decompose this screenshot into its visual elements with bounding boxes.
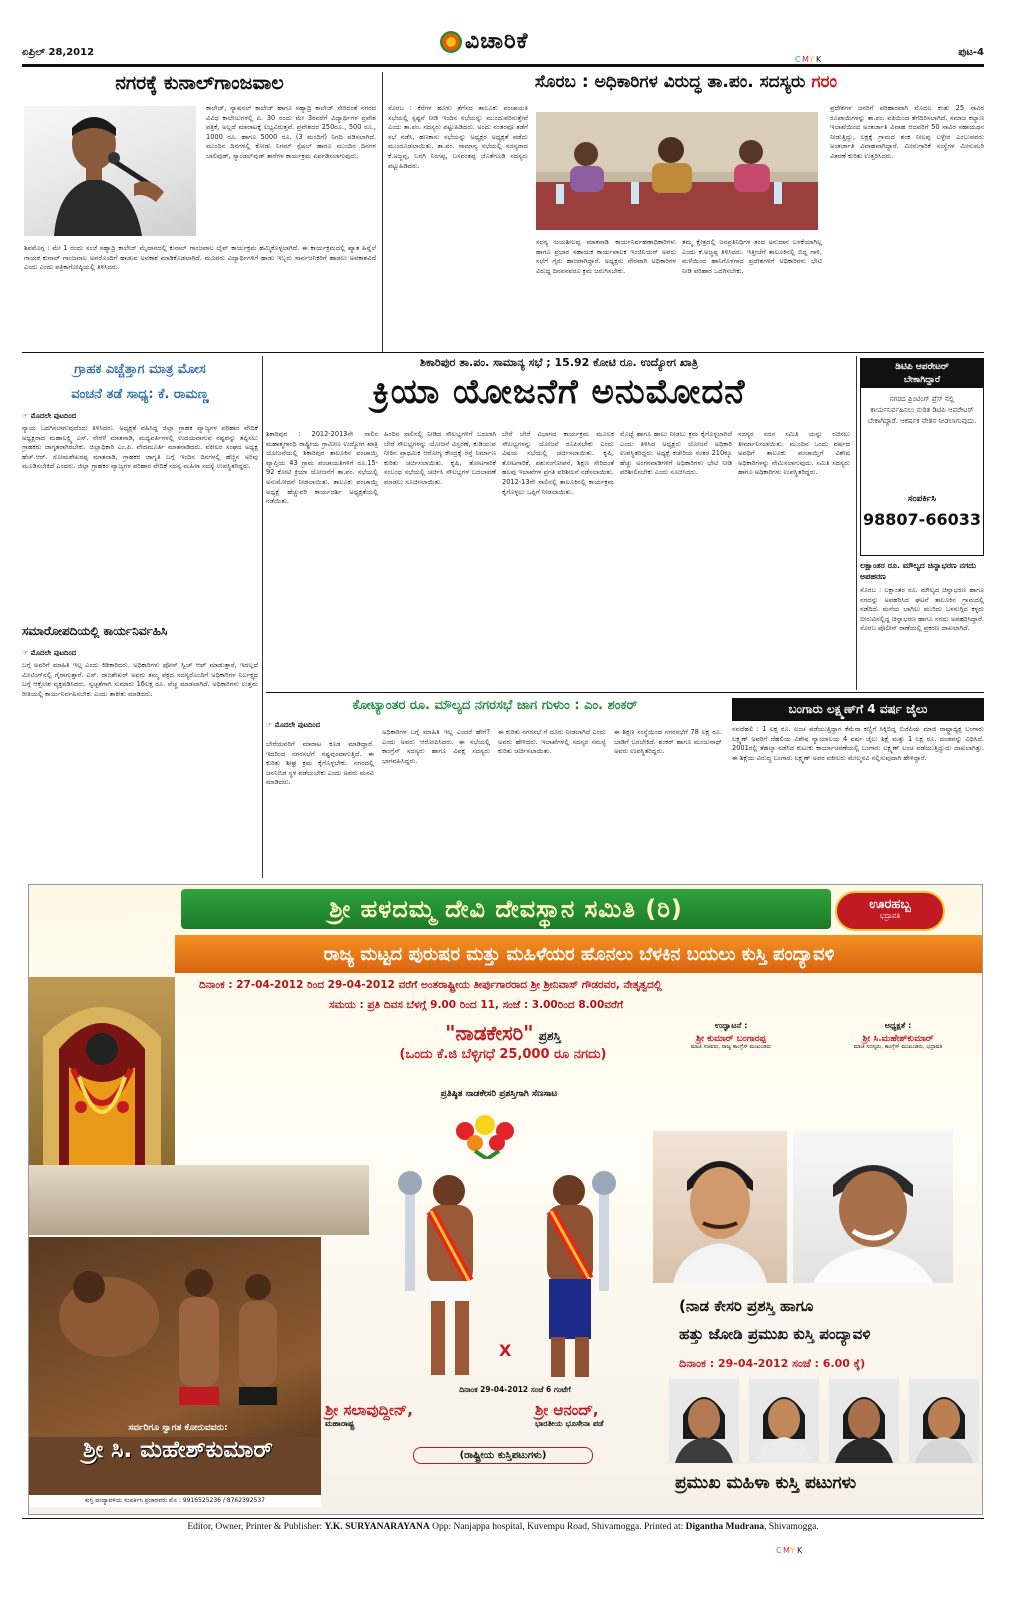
dateline-bullet-icon: ☞ [266, 721, 275, 729]
wrestling-illustration [29, 1237, 321, 1507]
deity-illustration [29, 977, 175, 1165]
dtp-ad-title-1: ಡಿಟಿಪಿ ಆಪರೇಟರ್ [895, 362, 949, 372]
fighter-1-name-box [325, 1401, 465, 1429]
col-divider-1 [382, 72, 383, 352]
tournament-date: ದಿನಾಂಕ : 27-04-2012 ರಿಂದ 29-04-2012 ವರೆಗೆ ಅಂತರಾಷ್ಟ್ರೀಯ ತೀರ್ಪುಗಾರರಾದ ಶ್ರೀ ಶ್ರೀನಿವಾಸ್ ಗೌಡರವರ, ನೇತೃತ್ವದಲ್ಲಿ [199, 979, 662, 991]
portrait-2 [793, 1131, 953, 1283]
award-prize: (ಒಂದು ಕೆ.ಜಿ ಬೆಳ್ಳಿಗಧೆ 25,000 ರೂ ನಗದು) [399, 1047, 607, 1062]
bangaru-body: ನವದೆಹಲಿ : 1 ಲಕ್ಷ ರೂ. ಲಂಚ ಪಡೆಯುತ್ತಿದ್ದಾಗ ಕೆಮೆರಾ ಕಣ್ಣಿಗೆ ಸಿಕ್ಕಿಬಿದ್ದ ಬಿಜೆಪಿಯ ಮಾಜಿ ರಾಷ್ಟ್ರಾಧ್ಯಕ್ಷ ಬಂಗಾರು ಲಕ್ಷ್ಮಣ್ ಅವರಿಗೆ ದೆಹಲಿಯ ವಿಶೇಷ ನ್ಯಾಯಾಲಯ 4 ವರ್ಷ ಜೈಲು ಶಿಕ್ಷೆ ಮತ್ತು 1 ಲಕ್ಷ ರೂ. ದಂಡವನ್ನು ವಿಧಿಸಿದೆ. 2001ರಲ್ಲಿ ತೆಹಲ್ಕಾ ನಡೆಸಿದ ಕುಟುಕು ಕಾರ್ಯಾಚರಣೆಯಲ್ಲಿ ಬಂಗಾರು ಲಕ್ಷ್ಮಣ್ ಲಂಚ ಪಡೆಯುತ್ತಿದ್ದುದು ದಾಖಲಾಗಿತ್ತು. ಈ ಶಿಕ್ಷೆಯ ವಿರುದ್ಧ ಬಂಗಾರು ಲಕ್ಷ್ಮಣ್ ಅವರ ವಕೀಲರು ಮೇಲ್ಮನವಿ ಸಲ್ಲಿಸುವುದಾಗಿ ಹೇಳಿದ್ದಾರೆ. [732, 725, 984, 762]
footer-prefix: Editor, Owner, Printer & Publisher: [187, 1522, 325, 1532]
badge-subtitle: ಭದ್ರಾವತಿ [879, 912, 901, 920]
fighter-1-name: ಶ್ರೀ ಸಲಾವುದ್ದೀನ್, [325, 1401, 413, 1419]
kunal-body-bottom: ಶಿವಮೊಗ್ಗ : ಮೇ 1 ರಂದು ಸಂಜೆ ಸಹ್ಯಾದ್ರಿ ಕಾಲೇಜ್ ಮೈದಾನದಲ್ಲಿ ಕುನಾಲ್ ಗಾಂಜವಾಲ ಲೈವ್ ಕಾರ್ಯಕ್ರಮ ಹಮ್ಮಿಕೊಳ್ಳಲಾಗಿದೆ. ಈ ಕಾರ್ಯಕ್ರಮದಲ್ಲಿ ಖ್ಯಾತ ಹಿನ್ನೆಲೆ ಗಾಯಕ ಕುನಾಲ್ ಗಾಂಜವಾಲ ಅವರೊಂದಿಗೆ ಹಾಡುವ ಅವಕಾಶ ಮಾಡಿಕೊಡಲಾಗಿದೆ. ಮೂವರು ವಿದ್ಯಾರ್ಥಿಗಳಿಗೆ ಹಾಡು ಇಬ್ಬರು ಸಾರ್ವಜನಿಕರಿಗೆ ಹಾಡಲು ಅವಕಾಶವಿದೆ ಎಂದು ಎಂದು ಪತ್ರಿಕಾಗೋಷ್ಠಿಯಲ್ಲಿ ತಿಳಿಸಿದರು. [24, 244, 376, 272]
footer-imprint [22, 1522, 984, 1532]
kotyantara-headline: ಕೋಟ್ಯಾಂತರ ರೂ. ಮೌಲ್ಯದ ನಗರಸಭೆ ಜಾಗ ಗುಳುಂ : ಎಂ. ಶಂಕರ್ [352, 698, 638, 713]
samiti-banner [181, 889, 831, 929]
mahesh-kumar-photo [793, 1131, 953, 1283]
shikaripura-col-2: ಹಿಂದಿನ ಸಾಲಿನಲ್ಲಿ ನೀಡಿದ ಸೌಲಭ್ಯಗಳಿಗೆ ಬದಲಾಗಿ ಬೇರೆ ಸೌಲಭ್ಯಗಳನ್ನು ಯೋಜನೆ ವಿಸ್ತರಣೆ, ಕುಡಿಯುವ ನೀರಿನ ಪ್ರಾಥಮಿಕ ಆರೋಗ್ಯ ಕೇಂದ್ರಕ್ಕೆ ರಸ್ತೆ ನಿರ್ಮಾಣ ಕುರಿತು ಚರ್ಚಿಸಲಾಯಿತು. ಕೃಷಿ, ತೋಟಗಾರಿಕೆ ಸಂಬಂಧ ಸಭೆಯಲ್ಲಿ ಚರ್ಚಿಸಿ ಸೌಲಭ್ಯಗಳ ಬದಲಾವಣೆ ಮಾಡಲು ಸೂಚಿಸಲಾಯಿತು. [384, 430, 496, 486]
sorab-headline-main: ಸೊರಬ : ಅಧಿಕಾರಿಗಳ ವಿರುದ್ಧ ತಾ.ಪಂ. ಸದಸ್ಯರು [534, 72, 812, 92]
kotyantara-dateline-text: ಮೊದಲೇ ಪುಟದಿಂದ [274, 721, 321, 729]
wrestler-1-illustration [391, 1161, 499, 1383]
inauguration-name: ಶ್ರೀ ಕುಮಾರ್ ಬಂಗಾರಪ್ಪ [696, 1034, 766, 1044]
consumer-headline-2: ವಂಚನೆ ತಡೆ ಸಾಧ್ಯ: ಕೆ. ರಾಮಣ್ಣ [71, 387, 209, 402]
welcome-box [43, 1423, 313, 1463]
host-name: ಶ್ರೀ ಸಿ. ಮಹೇಶ್‌ಕುಮಾರ್ [83, 1437, 273, 1463]
section-rule-1 [22, 352, 984, 353]
cmyk-y: Y [790, 1546, 795, 1555]
issue-date: ಏಪ್ರಿಲ್ 28,2012 [22, 47, 95, 58]
shikaripura-story [266, 356, 852, 690]
bouquet-illustration [445, 1111, 529, 1159]
page-number: ಪುಟ-4 [958, 47, 984, 58]
fighter-2-name: ಶ್ರೀ ಆನಂದ್, [535, 1401, 599, 1419]
award-name: "ನಾಡಕೇಸರಿ" [445, 1021, 534, 1045]
sorab-headline [388, 72, 984, 92]
dtp-ad-title-2: ಬೇಕಾಗಿದ್ದಾರೆ [903, 375, 941, 385]
inauguration-box [661, 1021, 801, 1051]
consumer-headline-1: ಗ್ರಾಹಕ ಎಚ್ಚೆತ್ತಾಗ ಮಾತ್ರ ಮೋಸ [74, 362, 206, 377]
theft-body: ಸೊರಬ : ಲಕ್ಷಾಂತರ ರೂ. ಮೌಲ್ಯದ ಚಿನ್ನಾಭರಣ ಹಾಗೂ ನಗದನ್ನು ಅಪಹರಿಸಿದ ಘಟನೆ ತಾಲೂಕಿನ ಗ್ರಾಮದಲ್ಲಿ ನಡೆದಿದೆ. ಮನೆಯ ಬಾಗಿಲು ಮುರಿದು ಒಳನುಗ್ಗಿದ ಕಳ್ಳರು ಬೀರುವಿನಲ್ಲಿದ್ದ ಚಿನ್ನಾಭರಣ ಹಾಗೂ ನಗದು ಅಪಹರಿಸಿದ್ದಾರೆ. ಸೊರಬ ಪೊಲೀಸ್ ಠಾಣೆಯಲ್ಲಿ ಪ್ರಕರಣ ದಾಖಲಾಗಿದೆ. [860, 586, 984, 633]
right-info-line-2: ಹತ್ತು ಜೋಡಿ ಪ್ರಮುಖ ಕುಸ್ತಿ ಪಂದ್ಯಾವಳಿ [679, 1325, 871, 1343]
sorab-story [388, 72, 984, 350]
wrestler-anand-image [517, 1161, 621, 1383]
shikaripura-col-3: ಬೇರೆ ಬೇರೆ ವಿಭಾಗದ ಕಾರ್ಯಕ್ರಮ ಮೂಲಕ ಸೌಲಭ್ಯಗಳನ್ನು ಯೋಜನೆ ರೂಪಿಸಬೇಕು ಎಂದು ವಿಷಯ ಸಭೆಯಲ್ಲಿ ಚರ್ಚಿಸಲಾಯಿತು. ಕೃಷಿ, ತೋಟಗಾರಿಕೆ, ಪಶುಸಂಗೋಪನೆ, ಶಿಕ್ಷಣ ಸೇರಿದಂತೆ ಹಲವು ಇಲಾಖೆಗಳ ಪ್ರಗತಿ ಪರಿಶೀಲನೆ ನಡೆಸಲಾಯಿತು. 2012-13ನೇ ಸಾಲಿನಲ್ಲಿ ತಾಲೂಕಿನಲ್ಲಿ ಕಾರ್ಯಕ್ರಮ ಕೈಗೊಳ್ಳಲು ಒಪ್ಪಿಗೆ ನೀಡಲಾಯಿತು. [502, 430, 614, 496]
meeting-dateline-text: ಮೊದಲೇ ಪುಟದಿಂದ [30, 649, 77, 657]
kotyantara-col-2: ಅಧಿಕಾರಿಗಳ ಬಗ್ಗೆ ಮಾಹಿತಿ ಇಲ್ಲ ಎಂದರೆ ಹೇಗೆ? ಎಂದು ಅವರು ಆರೋಪಿಸಿದರು. ಈ ಸಭೆಯಲ್ಲಿ ಕಾಂಗ್ರೆಸ್ ಸದಸ್ಯರು ಹಾಗೂ ವಿಪಕ್ಷ ಸದಸ್ಯರು ಭಾಗವಹಿಸಿದ್ದರು. [382, 728, 490, 765]
dtp-ad-body: ನಗರದ ಪ್ರಿಂಟಿಂಗ್ ಪ್ರೆಸ್ ನಲ್ಲಿ ಕಾರ್ಯನಿರ್ವಹಿಸಲು ನುರಿತ ಡಿಟಿಪಿ ಆಪರೇಟರ್ ಬೇಕಾಗಿದ್ದಾರೆ. ಆಕರ್ಷಕ ವೇತನ ನೀಡಲಾಗುವುದು. [867, 395, 977, 425]
sorab-headline-accent: ಗರಂ [811, 72, 838, 92]
cmyk-c: C [795, 55, 801, 64]
right-info-line-3: ದಿನಾಂಕ : 29-04-2012 ಸಂಜೆ : 6.00 ಕ್ಕೆ) [679, 1357, 866, 1370]
section-rule-2 [266, 692, 984, 693]
urahabba-badge [835, 891, 945, 931]
logo [440, 29, 528, 54]
sorab-col-4: ಪ್ರದೇಶಗಳ ಜನರಿಗೆ ಪರಿಹಾರವಾಗಿ ಮೊದಲ ಕಂತು 25 ಸಾವಿರ ರೂಪಾಯಿಗಳನ್ನು ತಾ.ಪಂ. ವತಿಯಿಂದ ತೆಗೆದಿರಿಸಲಾಗಿದೆ. ಸಮಾಜ ಕಲ್ಯಾಣ ಇಲಾಖೆಯಿಂದ ಅಂತರ್ಜಾತಿ ವಿವಾಹ ಆದವರಿಗೆ 50 ಸಾವಿರ ಸಹಾಯಧನ ನೀಡುತ್ತಿದ್ದು, ಲಕ್ಷಕ್ಕೆ ಗ್ರಾಮದ ಶಂಕ ನೀಲಪ್ಪ ಬಳ್ಳೇರ ಎಂಬುವವರು ಅಂತರ್ಜಾತಿ ವಿವಾಹವಾಗಿದ್ದಾರೆ. ಮೀನುಗಾರಿಕೆ ಸಂಸ್ಥೆಗಳ ಮೀನುಮರಿ ವಿತರಣೆ ಕುರಿತು ಉತ್ತರಿಸಿದರು. [830, 104, 984, 160]
award-title [373, 1021, 633, 1045]
footer-suffix: , Shivamogga. [764, 1522, 819, 1532]
footer-press: Digantha Mudrana [685, 1522, 765, 1532]
meeting-dateline [22, 649, 258, 658]
president-role: ಮಾಜಿ ಸದಸ್ಯರು, ಕಾಂಗ್ರೆಸ್ ಮುಖಂಡರು, ಭದ್ರಾವತಿ [853, 1044, 943, 1050]
woman-3-illustration [829, 1379, 899, 1463]
tournament-title: ರಾಜ್ಯ ಮಟ್ಟದ ಪುರುಷರ ಮತ್ತು ಮಹಿಳೆಯರ ಹೊನಲು ಬೆಳಕಿನ ಬಯಲು ಕುಸ್ತಿ ಪಂದ್ಯಾವಳಿ [323, 943, 835, 965]
fighters-caption: (ರಾಷ್ಟ್ರೀಯ ಕುಸ್ತಿಪಟುಗಳು) [413, 1447, 593, 1464]
fighter-2-name-box [535, 1401, 665, 1429]
woman-4-illustration [909, 1379, 979, 1463]
theft-headline: ಲಕ್ಷಾಂತರ ರೂ. ಮೌಲ್ಯದ ಚಿನ್ನಾಭರಣ ನಗದು ಅಪಹರಣ [860, 561, 977, 581]
cmyk-k: K [797, 1546, 803, 1555]
dtp-operator-ad [860, 358, 984, 556]
women-wrestlers-caption: ಪ್ರಮುಖ ಮಹಿಳಾ ಕುಸ್ತಿ ಪಟುಗಳು [675, 1473, 857, 1493]
footer-address: Opp: Nanjappa hospital, Kuvempu Road, Shivamogga. Printed at: [429, 1522, 686, 1532]
flower-bouquet-image [445, 1111, 529, 1159]
meeting-illustration [536, 112, 818, 230]
cmyk-m: M [802, 55, 809, 64]
masthead-rule [22, 64, 984, 67]
theft-story [860, 560, 984, 690]
welcome-label: ಸರ್ವರಿಗೂ ಸ್ವಾಗತ ಕೋರುವವರು: [128, 1423, 228, 1433]
kunal-story [22, 72, 377, 350]
kotyantara-col-4: ಈ ಶಿಕ್ಷಣ ಸಂಸ್ಥೆಯಿಂದ ನಗರಸಭೆಗೆ 78 ಲಕ್ಷ ರೂ. ಬಾಡಿಗೆ ಬರಬೇಕಿದೆ. ಶಂಕರ್ ಹಾಗೂ ಮಂಜುನಾಥ್ ಅವರು ಉಪಸ್ಥಿತರಿದ್ದರು. [614, 728, 722, 756]
woman-wrestler-1-photo [669, 1379, 739, 1463]
sorab-col-1: ಸೊರಬ : ಕೆರೆಗಳ ಹೂಳು ತೆಗೆಸದ ತಾಲೂಕು ಪಂಚಾಯತಿ ಸಭೆಯಲ್ಲಿ ಸ್ಪಷ್ಟನೆ ನೀಡಿ ಇಂದಿನ ಸಭೆಯನ್ನು ಮುಂದುವರಿಸುತ್ತೇವೆ ಎಂದು ತಾ.ಪಂ. ಸದಸ್ಯರು ಪಟ್ಟುಹಿಡಿದರು. ಅಂದು ನಂತರವೂ ತಡೆಗೆ ಸಭೆ ನಡೆಸಿ, ಹಣಕಾಸು ಸಭೆಯನ್ನು ಅಧ್ಯಕ್ಷರ ಅಧ್ಯಕ್ಷತೆ ಪಡೆದು ಮುಂದೂಡಲಾಯಿತು. ತಾ.ಪಂ. ಸಾಮಾನ್ಯ ಸಭೆಯಲ್ಲಿ ಸದಸ್ಯರಾದ ಕೆ.ಅಜ್ಜಪ್ಪ, ಬರಗಿ ನಿಂಗಪ್ಪ, ಬಸವಂತಪ್ಪ ಜೊತೆಗೂಡಿ ಸದಸ್ಯರು ಪಟ್ಟುಹಿಡಿದರು. [388, 104, 528, 170]
dateline-bullet-icon: ☞ [22, 412, 31, 420]
fighter-2-origin: ಭಾರತೀಯ ಭೂಸೇನಾ ಪಡೆ [535, 1419, 604, 1428]
footer-cmyk-marks [776, 1538, 804, 1557]
sorab-col-2: ಸದಸ್ಯ ಜಯಶೀಲಪ್ಪ ಮಾತನಾಡಿ ಕಾರ್ಯನಿರ್ವಹಣಾಧಿಕಾರಿಗಳು ಹಾಗೂ ಪ್ರಭಾರ ಸಹಾಯಕ ಕಾರ್ಯಪಾಲಕ ಇಂಜಿನಿಯರ್ ಅವರು ಸಭೆಗೆ ಗೈರು ಹಾಜರಾಗಿದ್ದಾರೆ. ಅಧ್ಯಕ್ಷರು ನೇರವಾಗಿ ಅಧಿಕಾರಿಗಳ ವಿರುದ್ದ ದಿನವನವರೂ ಕ್ರಮ ಜರುಗಿಸಬೇಕು. [536, 238, 676, 275]
match-arc-title: ಪ್ರತಿಷ್ಠಿತ ನಾಡಕೇಸರಿ ಪ್ರಶಸ್ತಿಗಾಗಿ ಸೆಣಸಾಟ [440, 1089, 558, 1099]
samiti-title: ಶ್ರೀ ಹಳದಮ್ಮ ದೇವಿ ದೇವಸ್ಥಾನ ಸಮಿತಿ (ರಿ) [329, 895, 683, 923]
meeting-headline: ಸಮಾರೋಪದಿಯಲ್ಲಿ ಕಾರ್ಯನಿರ್ವಹಿಸಿ [22, 624, 168, 638]
match-date: ದಿನಾಂಕ 29-04-2012 ಸಂಜೆ 6 ಗಂಟೆಗೆ [459, 1385, 571, 1394]
wrestling-match-image [29, 1237, 321, 1507]
deity-idol-image [29, 977, 175, 1165]
cmyk-y: Y [809, 55, 814, 64]
kunal-photo [24, 106, 196, 236]
shikaripura-col-1: ಶಿಕಾರಿಪುರ : 2012-2013ನೇ ಸಾಲಿನ ಮಹಾತ್ಮಗಾಂಧಿ ರಾಷ್ಟ್ರೀಯ ಗ್ರಾಮೀಣ ಉದ್ಯೋಗ ಖಾತ್ರಿ ಯೋಜನೆಯಲ್ಲಿ ಶಿಕಾರಿಪುರ ತಾಲೂಕಿನ ಪಂಚಾಯ್ತಿ ವ್ಯಾಪ್ತಿಯ 43 ಗ್ರಾಮ ಪಂಚಾಯತಿಗಳಿಗೆ ರೂ.15-92 ಕೋಟಿ ಕ್ರಿಯಾ ಯೋಜನೆಗೆ ತಾ.ಪಂ. ಸಭೆಯಲ್ಲಿ ಅನುಮೋದನೆ ನೀಡಲಾಯಿತು. ತಾಲೂಕು ಪಂಚಾಯ್ತಿ ಅಧ್ಯಕ್ಷೆ ಹೆಚ್ಚುವರಿ ಕಾರ್ಯದರ್ಶಿ ಅಧ್ಯಕ್ಷತೆಯಲ್ಲಿ ನಡೆಯಿತು. [266, 430, 378, 506]
temple-image [29, 1165, 369, 1235]
dtp-ad-contact-label: ಸಂಪರ್ಕಿಸಿ [907, 494, 937, 504]
kusti-advertisement [28, 884, 983, 1515]
masthead [22, 25, 984, 65]
footer-editor: Y.K. SURYANARAYANA [324, 1522, 430, 1532]
consumer-dateline-text: ಮೊದಲೇ ಪುಟದಿಂದ [30, 412, 77, 420]
award-suffix: ಪ್ರಶಸ್ತಿ [538, 1029, 561, 1043]
cmyk-c: C [776, 1546, 782, 1555]
col-divider-2 [262, 356, 263, 878]
wrestler-salauddin-image [391, 1161, 499, 1383]
dateline-bullet-icon: ☞ [22, 649, 31, 657]
consumer-dateline [22, 412, 258, 421]
woman-1-illustration [669, 1379, 739, 1463]
portrait-1 [653, 1131, 787, 1283]
cmyk-k: K [816, 55, 822, 64]
woman-2-illustration [749, 1379, 819, 1463]
kotyantara-story [266, 698, 724, 878]
singer-illustration [24, 106, 196, 236]
right-info-line-1: (ನಾಡ ಕೇಸರಿ ಪ್ರಶಸ್ತಿ ಹಾಗೂ [679, 1297, 814, 1315]
dtp-ad-phone: 98807-66033 [863, 510, 981, 529]
vs-label: X [499, 1341, 512, 1360]
sorab-col-3: ತಮ್ಮ ಕ್ಷೇತ್ರದಲ್ಲಿ ಜನಪ್ರತಿನಿಧಿಗಳ ತಂದ ಅನುದಾನ ಬಳಕೆಯಾಗಿಲ್ಲ ಎಂದು ಕೆ.ಅಜ್ಜಪ್ಪ ತಿಳಿಸಿದರು. ಇತ್ತೀಚೆಗೆ ತಾಲೂಕಿನಲ್ಲಿ ಬಿದ್ದ ಗಾಳಿ, ಮಳೆಯಿಂದ ಹಾನಿಗೊಳಗಾದ ಪ್ರದೇಶಗಳಿಗೆ ಅಧಿಕಾರಿಗಳು ಭೇಟಿ ನೀಡಿ ಪರಿಹಾರ ಒದಗಿಸಬೇಕು. [682, 238, 822, 275]
president-label: ಅಧ್ಯಕ್ಷತೆ : [884, 1021, 912, 1030]
meeting-body: ಬಗ್ಗೆ ಅವರಿಗೆ ಮಾಹಿತಿ ಇಲ್ಲ ಎಂದು ಕಿಡಿಕಾರಿದರು. ಅಧಿಕಾರಿಗಳು ಫೋನ್ ಸ್ವಿಚ್ ಆಫ್ ಮಾಡುತ್ತಾರೆ, ಇದಲ್ಲದೆ ಮೀಟಿಂಗ್‌ನಲ್ಲಿ ಗೈರಾಗುತ್ತಾರೆ. ಎಸ್. ರಾಜಶೇಖರ್ ಅವರು ತಮ್ಮ ಪಕ್ಷದ ಸದಸ್ಯರೊಂದಿಗೆ ಅಧಿಕಾರಿಗಳ ನಿರ್ಲಕ್ಷ್ಯದ ಬಗ್ಗೆ ಆಕ್ರೋಶ ವ್ಯಕ್ತಪಡಿಸಿದರು. ಸ್ವಚ್ಛತೆಗಾಗಿ ಸುಮಾರು 16ಲಕ್ಷ ರೂ. ವೆಚ್ಚ ಮಾಡಲಾಗಿದೆ. ಅಧಿಕಾರಿಗಳು ಉತ್ತಮ ರೀತಿಯಲ್ಲಿ ಕಾರ್ಯನಿರ್ವಹಿಸಬೇಕು ಎಂದು ತಾಕೀತು ಮಾಡಿದರು. [22, 661, 258, 698]
consumer-body: ನ್ಯಾಯ ಒದಗಿಸಲಾಗುವುದೆಂದು ತಿಳಿಸಿದರು. ಅಧ್ಯಕ್ಷತೆ ವಹಿಸಿದ್ದ ಜಿಲ್ಲಾ ಗ್ರಾಹಕ ವ್ಯಾಜ್ಯಗಳ ಪರಿಹಾರ ವೇದಿಕೆ ಅಧ್ಯಕ್ಷರಾದ ಮಹಾಲಕ್ಷ್ಮಿ ಎಸ್. ನೇರಳೆ ಮಾತನಾಡಿ, ಮಧ್ಯವರ್ತಿಗಳಲ್ಲಿ ಉದಯವಾಗುವ ನಷ್ಟವನ್ನು ತಪ್ಪಿಸಲು ಗ್ರಾಹಕರು ಜಾಗೃತರಾಗಿರಬೇಕು. ಜಿಲ್ಲಾಧಿಕಾರಿ ಎಂ.ಪಿ. ವೇದಮೂರ್ತಿ ಮಾತನಾಡಿದರು. ವಕೀಲರ ಸಂಘದ ಅಧ್ಯಕ್ಷ ಹೆಚ್.ಆರ್. ಸೋಮಶೇಖರಪ್ಪ ಮಾತನಾಡಿ, ಗ್ರಾಹಕರ ಜಾಗೃತಿ ಬಗ್ಗೆ ಇಂದಿನ ದಿನಗಳಲ್ಲಿ ಹೆಚ್ಚಿನ ಅರಿವು ಮೂಡಿಸಬೇಕಿದೆ ಎಂದರು. ಜಿಲ್ಲಾ ಗ್ರಾಹಕರ ವ್ಯಾಜ್ಯಗಳ ಪರಿಹಾರ ವೇದಿಕೆ ಸದಸ್ಯ ಮಹಿಳಾ ಸದಸ್ಯೆ ಉಪಸ್ಥಿತರಿದ್ದರು. [22, 424, 258, 471]
tournament-time: ಸಮಯ : ಪ್ರತಿ ದಿವಸ ಬೆಳಗ್ಗೆ 9.00 ರಿಂದ 11, ಸಂಜೆ : 3.00ರಿಂದ 8.00ವರೆಗೆ [329, 999, 624, 1011]
president-box [823, 1021, 973, 1051]
cmyk-m: M [783, 1546, 790, 1555]
kunal-headline: ನಗರಕ್ಕೆ ಕುನಾಲ್‌ಗಾಂಜವಾಲ [115, 72, 284, 94]
kotyantara-col-3: ಈ ಕುರಿತು ನಗರಸಭೆ ಗೆ ದೂರು ನೀಡಲಾಗಿದೆ ಎಂದು ಅವರು ಹೇಳಿದರು. ಇಲಾಖೆಗಳಲ್ಲಿ ಸದಸ್ಯರ ಸಮಸ್ಯೆ ಕುರಿತು ಚರ್ಚಿಸಲಾಯಿತು. [498, 728, 606, 756]
sorab-meeting-photo [536, 112, 818, 230]
kotyantara-col-1: ಬೇರೆಯವರಿಗೆ ಮಾರಾಟ ಕೂಡ ಮಾಡಿದ್ದಾರೆ. ಇದರಿಂದ ನಗರಸಭೆಗೆ ನಷ್ಟವುಂಟಾಗುತ್ತಿದೆ. ಈ ಕುರಿತು ಶೀಘ್ರ ಕ್ರಮ ಕೈಗೊಳ್ಳಬೇಕು. ನಗರದಲ್ಲಿ ಜನನಿಬಿಡ ಸ್ಥಳ ಪಡೆಯಬೇಕು ಎಂದು ಅವರು ಮನವಿ ಮಾಡಿದರು. [266, 740, 374, 787]
kunal-body-right: ಕಾಲೇಜ್, ನ್ಯಾಷನಲ್ ಕಾಲೇಜ್ ಹಾಗೂ ಸಹ್ಯಾದ್ರಿ ಕಾಲೇಜ್ ಸೇರಿದಂತೆ ನಗರದ ವಿವಿಧ ಕಾಲೇಜುಗಳಲ್ಲಿ ಏ. 30 ರಂದು ಮೇ 3ರವರೆಗೆ ವಿದ್ಯಾರ್ಥಿಗಳ ಪ್ರವೇಶ ಪತ್ರಿಕೆ, ಅಲ್ಲದೆ ಮಾರಾಟಕ್ಕೆ ಲಭ್ಯವಿರುತ್ತವೆ. ಪ್ರವೇಶದರ 250ರೂ., 500 ರೂ., 1000 ರೂ. ಹಾಗೂ 5000 ರೂ. (3 ಮಂದಿಗೆ) ನಿಗದಿ ಪಡಿಸಲಾಗಿದೆ. ಮುಂದಿನ ದಿನಗಳಲ್ಲಿ ಕೋಡು ನಿಗಮ್ ಸ್ಪೆಷಲ್ ಹಾಗೂ ಮುಂದಿನ ದಿನಗಳ ಬಾಲಿವುಡ್, ಸ್ಯಾಂಡಲ್‌ವುಡ್ ತಾರೆಗಳ ಕಾರ್ಯಕ್ರಮ ಏರ್ಪಡಿಸಲಾಗುವುದು. [206, 104, 376, 160]
women-wrestlers-row [669, 1379, 979, 1463]
badge-title: ಊರಹಬ್ಬ [869, 897, 911, 912]
shikaripura-col-5: ಸದಸ್ಯರ ಸದನ ಸಮಿತಿ ಯನ್ನು ರಚಿಸಲು ತೀರ್ಮಾನಿಸಲಾಯಿತು. ಮುಂದಿನ ಒಂದು ವರ್ಷದ ಅವಧಿಗೆ ತಾಲೂಕು ಪಂಚಾಯ್ತಿಗೆ ವಿಶೇಷ ಅಧಿಕಾರಿಗಳನ್ನು ನೇಮಿಸಲಾಗುವುದು. ಸಮಿತಿ ಸದಸ್ಯರು ಹಾಗೂ ಅಧಿಕಾರಿಗಳು ಉಪಸ್ಥಿತರಿದ್ದರು. [738, 430, 850, 477]
bangaru-headline: ಬಂಗಾರು ಲಕ್ಷ್ಮಣ್‌ಗೆ 4 ವರ್ಷ ಜೈಲು [732, 698, 984, 721]
inauguration-role: ಮಾಜಿ ಸಚಿವರು, ರಾಜ್ಯ ಕಾಂಗ್ರೆಸ್ ಮುಖಂಡರು [690, 1044, 772, 1050]
shikaripura-headline: ಕ್ರಿಯಾ ಯೋಜನೆಗೆ ಅನುಮೋದನೆ [372, 372, 746, 412]
tournament-title-bar [175, 935, 983, 973]
logo-text: ವಿಚಾರಿಕೆ [465, 29, 529, 54]
shikaripura-col-4: ಮೊಟ್ಟೆ ಹಾಗೂ ಹಾಲು ನೀಡಲು ಕ್ರಮ ಕೈಗೊಳ್ಳಲಾಗಿದೆ ಎಂದು ತಿಳಿಸಿದ ಅಧ್ಯಕ್ಷರು ಯೋಜನೆ ಅಧಿಕಾರಿ ಉಪಸ್ಥಿತರಿದ್ದರು. ಅಧ್ಯಕ್ಷೆ ಕಚೇರಿಯ ನಂತರ 210ಕ್ಕೂ ಹೆಚ್ಚು ಅಂಗನವಾಡಿಗಳಿಗೆ ಅಧಿಕಾರಿಗಳು ಭೇಟಿ ನೀಡಿ ಪರಿಶೀಲಿಸಬೇಕು ಎಂದು ಸೂಚಿಸಿದರು. [620, 430, 732, 477]
bangaru-story [732, 698, 984, 878]
kumar-bangarappa-photo [653, 1131, 787, 1283]
inauguration-label: ಉದ್ಘಾಟನೆ : [714, 1021, 748, 1030]
consumer-story [22, 358, 258, 618]
president-name: ಶ್ರೀ ಸಿ.ಮಹೇಶ್‌ಕುಮಾರ್ [862, 1034, 934, 1044]
footer-rule [22, 1518, 984, 1519]
woman-wrestler-2-photo [749, 1379, 819, 1463]
col-divider-3 [856, 356, 857, 690]
contact-strip: ಕುಸ್ತಿ ಪಂದ್ಯಾವಳಿಯ ಸಂಪರ್ಕಿಸಿ ಪ್ರಚಾರವರು ಮೊ : 9916525236 / 8762392537 [29, 1495, 321, 1507]
meeting-story [22, 624, 258, 876]
woman-wrestler-4-photo [909, 1379, 979, 1463]
woman-wrestler-3-photo [829, 1379, 899, 1463]
shikaripura-kicker: ಶಿಕಾರಿಪುರ ತಾ.ಪಂ. ಸಾಮಾನ್ಯ ಸಭೆ ; 15.92 ಕೋಟಿ ರೂ. ಉದ್ಯೋಗ ಖಾತ್ರಿ [420, 356, 698, 369]
logo-flower-icon [440, 31, 462, 53]
wrestler-2-illustration [517, 1161, 621, 1383]
dtp-ad-header [861, 359, 983, 388]
fighter-1-origin: ಮಹಾರಾಷ್ಟ್ರ [325, 1419, 355, 1428]
